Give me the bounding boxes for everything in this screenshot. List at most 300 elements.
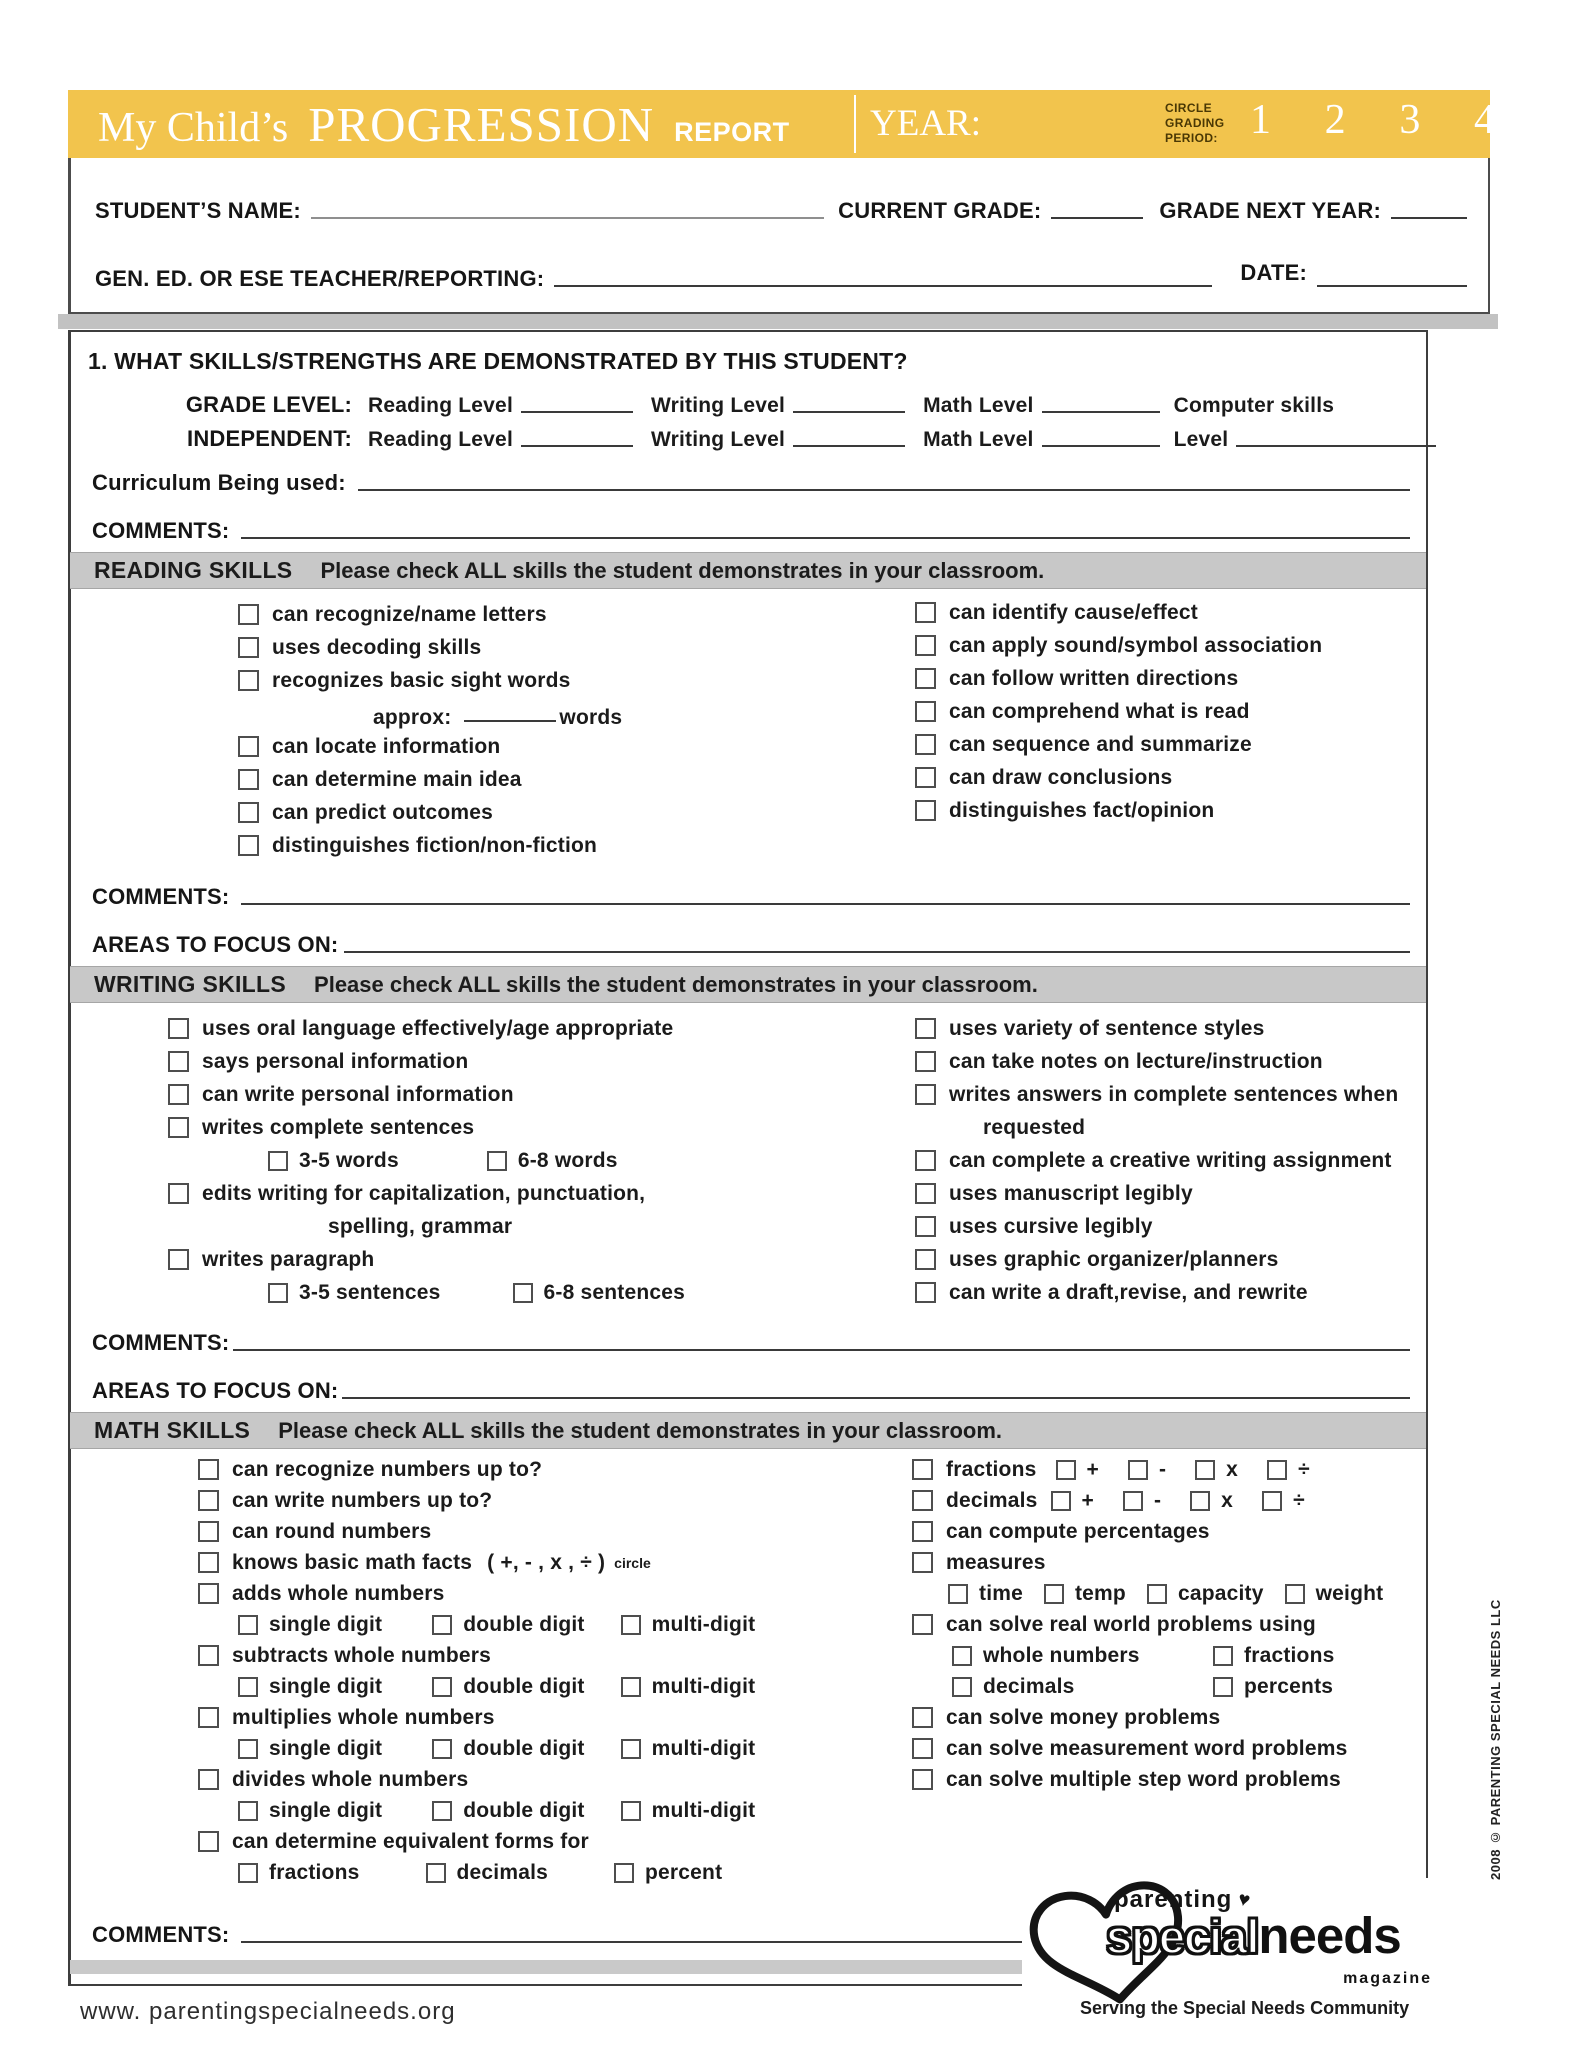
checkbox[interactable] — [915, 1183, 936, 1204]
grade-writing-line[interactable] — [793, 411, 905, 413]
checkbox[interactable] — [168, 1084, 189, 1105]
op-item — [1123, 1489, 1161, 1513]
checkbox[interactable] — [432, 1801, 452, 1821]
checkbox[interactable] — [915, 800, 936, 821]
math-level-label: Math Level — [923, 394, 1034, 417]
copyright-text: 2008 © PARENTING SPECIAL NEEDS LLC — [1488, 1599, 1503, 1880]
sub-item — [238, 1613, 382, 1637]
grade-reading-line[interactable] — [521, 411, 633, 413]
areas-line-1[interactable] — [344, 951, 1410, 953]
checkbox[interactable] — [238, 1863, 258, 1883]
checklist-item — [915, 1144, 1435, 1177]
teacher-row — [95, 260, 1467, 292]
checklist-item — [915, 629, 1435, 662]
op-item — [1262, 1489, 1305, 1513]
op-item — [1056, 1458, 1099, 1482]
small-heart-icon: ♥ — [1236, 1887, 1253, 1912]
checklist-item — [198, 1454, 878, 1485]
checkbox[interactable] — [912, 1521, 933, 1542]
title-suffix: REPORT — [674, 117, 790, 147]
grade-math-line[interactable] — [1042, 411, 1160, 413]
grading-period-3[interactable]: 3 — [1399, 97, 1421, 143]
checkbox[interactable] — [915, 734, 936, 755]
sub-item — [952, 1675, 1200, 1699]
math-right-column — [912, 1454, 1442, 1795]
comments-line-4[interactable] — [241, 1941, 1022, 1943]
checkbox[interactable] — [198, 1707, 219, 1728]
item-label: multi-digit — [651, 1736, 756, 1760]
checkbox[interactable] — [915, 1216, 936, 1237]
checklist-item — [198, 1702, 878, 1733]
checklist-item — [168, 1012, 888, 1045]
item-label: can determine main idea — [272, 767, 522, 791]
checkbox[interactable] — [168, 1051, 189, 1072]
item-label: whole numbers — [983, 1643, 1140, 1667]
sub-item — [621, 1613, 756, 1637]
checkbox[interactable] — [1051, 1491, 1071, 1511]
op-label: ÷ — [1293, 1488, 1305, 1512]
measures-sub-row — [912, 1578, 1442, 1609]
checkbox[interactable] — [621, 1615, 641, 1635]
magazine-logo — [1022, 1878, 1442, 2036]
sub-item — [948, 1582, 1023, 1606]
next-year-label: GRADE NEXT YEAR: — [1159, 198, 1381, 223]
writing-comments-row — [92, 1330, 1410, 1356]
item-label: can take notes on lecture/instruction — [949, 1049, 1323, 1073]
checklist-item — [915, 1045, 1435, 1078]
areas-line-2[interactable] — [342, 1397, 1410, 1399]
areas-label-2: AREAS TO FOCUS ON: — [92, 1378, 339, 1403]
checklist-item — [198, 1516, 878, 1547]
sub-item — [238, 1799, 382, 1823]
writing-skills-instruction: Please check ALL skills the student demonstrates in your classroom. — [314, 971, 1038, 997]
item-label: can write personal information — [202, 1082, 514, 1106]
grade-level-label: GRADE LEVEL: — [185, 392, 352, 417]
reading-skills-bar — [70, 552, 1426, 589]
item-label: divides whole numbers — [232, 1767, 469, 1791]
current-grade-line[interactable] — [1051, 217, 1143, 219]
report-title — [98, 96, 790, 153]
math-facts-item — [198, 1547, 878, 1578]
item-label: writes paragraph — [202, 1247, 375, 1271]
sub-item — [513, 1281, 686, 1305]
teacher-line[interactable] — [554, 285, 1212, 287]
checklist-item — [168, 1243, 888, 1276]
item-label: 3-5 words — [299, 1148, 399, 1172]
checkbox[interactable] — [238, 1615, 258, 1635]
checkbox[interactable] — [1285, 1584, 1305, 1604]
item-label: percents — [1244, 1674, 1334, 1698]
checklist-item — [238, 796, 888, 829]
title-main: PROGRESSION — [308, 97, 655, 152]
item-label: can identify cause/effect — [949, 600, 1198, 624]
reading-areas-row — [92, 932, 1410, 958]
checkbox[interactable] — [1267, 1460, 1287, 1480]
logo-tagline: Serving the Special Needs Community — [1080, 1998, 1410, 2018]
item-label: can solve multiple step word problems — [946, 1767, 1341, 1791]
section-divider — [58, 314, 1498, 329]
checkbox[interactable] — [168, 1018, 189, 1039]
checkbox[interactable] — [1262, 1491, 1282, 1511]
checkbox[interactable] — [912, 1490, 933, 1511]
checkbox[interactable] — [198, 1645, 219, 1666]
checkbox[interactable] — [238, 1801, 258, 1821]
checkbox[interactable] — [268, 1283, 288, 1303]
checkbox[interactable] — [915, 1282, 936, 1303]
comments-line-2[interactable] — [241, 903, 1410, 905]
checkbox[interactable] — [198, 1521, 219, 1542]
student-name-row — [95, 198, 1467, 224]
item-label: fractions — [269, 1860, 360, 1884]
checkbox[interactable] — [1056, 1460, 1076, 1480]
checkbox[interactable] — [238, 1739, 258, 1759]
checkbox[interactable] — [168, 1117, 189, 1138]
computer-level-line[interactable] — [1236, 445, 1436, 447]
sub-item — [268, 1281, 441, 1305]
approx-line[interactable] — [464, 720, 556, 722]
item-label: writes answers in complete sentences when — [949, 1082, 1399, 1106]
reading-level-label: Reading Level — [368, 394, 513, 417]
checkbox[interactable] — [238, 835, 259, 856]
item-label: decimals — [983, 1674, 1075, 1698]
checkbox[interactable] — [912, 1738, 933, 1759]
item-label: subtracts whole numbers — [232, 1643, 491, 1667]
logo-special-text: special — [1106, 1910, 1259, 1963]
reading-skills-title: READING SKILLS — [94, 557, 293, 583]
checkbox[interactable] — [915, 602, 936, 623]
student-info-section — [68, 158, 1490, 314]
checklist-item — [238, 763, 888, 796]
item-label: 6-8 words — [517, 1148, 618, 1172]
digit-sub-row — [198, 1795, 878, 1826]
sub-item — [1147, 1582, 1264, 1606]
sub-item — [432, 1799, 584, 1823]
student-name-line[interactable] — [311, 217, 824, 219]
op-item — [1195, 1458, 1238, 1482]
op-label: + — [1081, 1488, 1094, 1512]
checklist-item — [912, 1702, 1442, 1733]
checklist-item — [912, 1516, 1442, 1547]
item-label: requested — [983, 1115, 1086, 1139]
sub-item — [1044, 1582, 1126, 1606]
item-label: capacity — [1177, 1581, 1264, 1605]
checkbox[interactable] — [912, 1614, 933, 1635]
reading-left-column — [238, 598, 888, 862]
curriculum-line[interactable] — [358, 489, 1410, 491]
item-label: double digit — [463, 1674, 585, 1698]
checkbox[interactable] — [238, 670, 259, 691]
checklist-item — [198, 1578, 878, 1609]
sub-item — [432, 1737, 584, 1761]
checkbox[interactable] — [1213, 1677, 1233, 1697]
sub-item — [238, 1861, 360, 1885]
realworld-sub-row — [912, 1640, 1442, 1671]
checkbox[interactable] — [432, 1739, 452, 1759]
checklist-item — [915, 662, 1435, 695]
writing-right-column — [915, 1012, 1435, 1309]
checkbox[interactable] — [915, 1051, 936, 1072]
curriculum-row — [92, 470, 1410, 496]
checkbox[interactable] — [168, 1249, 189, 1270]
item-label: edits writing for capitalization, punctuation, — [202, 1181, 646, 1205]
item-label: decimals — [946, 1488, 1038, 1512]
checkbox[interactable] — [915, 668, 936, 689]
checkbox[interactable] — [915, 1249, 936, 1270]
checkbox[interactable] — [198, 1831, 219, 1852]
comments-label-2: COMMENTS: — [92, 884, 230, 909]
item-label: uses cursive legibly — [949, 1214, 1153, 1238]
checkbox[interactable] — [952, 1677, 972, 1697]
logo-magazine-text: magazine — [1343, 1970, 1432, 1987]
report-header — [68, 90, 1495, 158]
reading-skills-instruction: Please check ALL skills the student demonstrates in your classroom. — [320, 557, 1045, 583]
item-label: double digit — [463, 1798, 585, 1822]
checklist-item — [912, 1547, 1442, 1578]
curriculum-label: Curriculum Being used: — [92, 470, 346, 495]
item-label: fractions — [1244, 1643, 1335, 1667]
checkbox[interactable] — [915, 767, 936, 788]
checkbox[interactable] — [912, 1459, 933, 1480]
grading-period-1[interactable]: 1 — [1250, 97, 1271, 143]
item-label: can sequence and summarize — [949, 732, 1252, 756]
item-label: uses variety of sentence styles — [949, 1016, 1265, 1040]
checkbox[interactable] — [915, 1084, 936, 1105]
checkbox[interactable] — [621, 1677, 641, 1697]
sub-item — [268, 1149, 399, 1173]
item-label: can round numbers — [232, 1519, 432, 1543]
item-label: can predict outcomes — [272, 800, 494, 824]
item-label: can write numbers up to? — [232, 1488, 493, 1512]
grading-period-4[interactable]: 4 — [1473, 97, 1495, 143]
current-grade-label: CURRENT GRADE: — [838, 198, 1042, 223]
grading-period-2[interactable]: 2 — [1324, 97, 1346, 143]
checklist-item — [915, 1177, 1435, 1210]
header-divider — [854, 95, 856, 153]
item-label: uses oral language effectively/age appropriate — [202, 1016, 674, 1040]
checkbox[interactable] — [1044, 1584, 1064, 1604]
checkbox[interactable] — [198, 1490, 219, 1511]
comments-line-1[interactable] — [241, 537, 1410, 539]
checklist-item — [238, 631, 888, 664]
checkbox[interactable] — [238, 637, 259, 658]
checklist-item — [915, 695, 1435, 728]
teacher-label: GEN. ED. OR ESE TEACHER/REPORTING: — [95, 266, 545, 291]
item-label: can locate information — [272, 734, 501, 758]
checkbox[interactable] — [1123, 1491, 1143, 1511]
item-label: time — [979, 1581, 1023, 1605]
checkbox[interactable] — [198, 1769, 219, 1790]
next-year-line[interactable] — [1391, 217, 1467, 219]
item-label: can solve real world problems using — [946, 1612, 1316, 1636]
checklist-item — [915, 596, 1435, 629]
title-prefix: My Child’s — [98, 105, 289, 151]
section1-heading: 1. WHAT SKILLS/STRENGTHS ARE DEMONSTRATED BY THIS STUDENT? — [88, 348, 908, 374]
item-label: 3-5 sentences — [299, 1280, 441, 1304]
op-label: - — [1153, 1488, 1162, 1512]
op-item — [1051, 1489, 1094, 1513]
grading-line2: GRADING — [1165, 116, 1225, 130]
sub-item — [487, 1149, 618, 1173]
sub-item — [952, 1644, 1200, 1668]
checkbox[interactable] — [198, 1459, 219, 1480]
item-label: multi-digit — [651, 1798, 756, 1822]
website-url[interactable]: www. parentingspecialneeds.org — [80, 1998, 456, 2025]
item-label: weight — [1315, 1581, 1384, 1605]
checklist-item — [915, 1243, 1435, 1276]
indep-writing-line[interactable] — [793, 445, 905, 447]
checklist-item — [198, 1826, 878, 1857]
checkbox[interactable] — [238, 769, 259, 790]
writing-skills-title: WRITING SKILLS — [94, 971, 287, 997]
item-label: multi-digit — [651, 1612, 756, 1636]
circle-note: circle — [614, 1554, 651, 1571]
checkbox[interactable] — [168, 1183, 189, 1204]
checklist-item — [915, 1012, 1435, 1045]
checkbox[interactable] — [432, 1677, 452, 1697]
checklist-item — [238, 730, 888, 763]
item-label: spelling, grammar — [328, 1214, 513, 1238]
item-label: double digit — [463, 1736, 585, 1760]
checkbox[interactable] — [487, 1151, 507, 1171]
checkbox[interactable] — [238, 736, 259, 757]
checklist-item — [238, 598, 888, 631]
checkbox[interactable] — [915, 1150, 936, 1171]
checkbox[interactable] — [915, 1018, 936, 1039]
reading-level-label2: Reading Level — [368, 428, 513, 451]
realworld-sub-row — [912, 1671, 1442, 1702]
checkbox[interactable] — [614, 1863, 634, 1883]
item-label: adds whole numbers — [232, 1581, 445, 1605]
item-label: distinguishes fact/opinion — [949, 798, 1215, 822]
checkbox[interactable] — [915, 635, 936, 656]
writing-left-column — [168, 1012, 888, 1309]
sub-item — [238, 1737, 382, 1761]
checklist-item — [198, 1764, 878, 1795]
fractions-ops-row — [912, 1454, 1442, 1485]
checklist-item — [915, 761, 1435, 794]
checkbox[interactable] — [1213, 1646, 1233, 1666]
checklist-item — [912, 1733, 1442, 1764]
indep-reading-line[interactable] — [521, 445, 633, 447]
item-label: uses decoding skills — [272, 635, 482, 659]
checkbox[interactable] — [238, 1677, 258, 1697]
approx-suffix: words — [559, 706, 623, 729]
item-label: can comprehend what is read — [949, 699, 1250, 723]
math-comments-row — [92, 1922, 1022, 1948]
checkbox[interactable] — [952, 1646, 972, 1666]
checkbox[interactable] — [621, 1801, 641, 1821]
sub-item — [432, 1613, 584, 1637]
writing-areas-row — [92, 1378, 1410, 1404]
item-label: recognizes basic sight words — [272, 668, 571, 692]
checkbox[interactable] — [1147, 1584, 1167, 1604]
continuation-row — [168, 1210, 888, 1243]
item-label: can complete a creative writing assignment — [949, 1148, 1392, 1172]
item-label: can solve measurement word problems — [946, 1736, 1348, 1760]
computer-skills-label: Computer skills — [1173, 394, 1335, 417]
checkbox[interactable] — [198, 1583, 219, 1604]
decimals-ops-row — [912, 1485, 1442, 1516]
areas-label-1: AREAS TO FOCUS ON: — [92, 932, 339, 957]
date-line[interactable] — [1317, 285, 1467, 287]
op-label: + — [1086, 1457, 1099, 1481]
item-label: single digit — [269, 1798, 383, 1822]
item-label: multi-digit — [651, 1674, 756, 1698]
item-label: multiplies whole numbers — [232, 1705, 495, 1729]
item-label: measures — [946, 1550, 1046, 1574]
item-label: decimals — [456, 1860, 548, 1884]
writing-level-label2: Writing Level — [650, 428, 786, 451]
grading-line1: CIRCLE — [1165, 101, 1213, 115]
item-label: can solve money problems — [946, 1705, 1221, 1729]
checkbox[interactable] — [432, 1615, 452, 1635]
grading-line3: PERIOD: — [1165, 131, 1218, 145]
sub-item — [621, 1799, 756, 1823]
checkbox[interactable] — [238, 604, 259, 625]
checklist-item — [912, 1609, 1442, 1640]
item-label: says personal information — [202, 1049, 469, 1073]
grading-period-label — [1165, 101, 1224, 146]
item-label: can recognize/name letters — [272, 602, 547, 626]
checkbox[interactable] — [912, 1707, 933, 1728]
checklist-item — [238, 829, 888, 862]
checkbox[interactable] — [915, 701, 936, 722]
op-item — [1267, 1458, 1310, 1482]
checkbox[interactable] — [268, 1151, 288, 1171]
checkbox[interactable] — [198, 1552, 219, 1573]
item-label: uses graphic organizer/planners — [949, 1247, 1279, 1271]
checkbox[interactable] — [912, 1769, 933, 1790]
checkbox[interactable] — [912, 1552, 933, 1573]
comments-label-4: COMMENTS: — [92, 1922, 230, 1947]
sub-item — [426, 1861, 549, 1885]
logo-parenting-text: parenting — [1114, 1886, 1233, 1913]
indep-math-line[interactable] — [1042, 445, 1160, 447]
checkbox[interactable] — [948, 1584, 968, 1604]
math-facts-operators: ( +, - , x , ÷ ) — [487, 1550, 606, 1574]
item-label: fractions — [946, 1457, 1037, 1481]
independent-label: INDEPENDENT: — [187, 426, 352, 451]
digit-sub-row — [198, 1671, 878, 1702]
item-label: 6-8 sentences — [543, 1280, 686, 1304]
item-label: can follow written directions — [949, 666, 1239, 690]
checkbox[interactable] — [1195, 1460, 1215, 1480]
computer-level-label: Level — [1173, 428, 1229, 451]
checklist-item — [168, 1177, 888, 1210]
checkbox[interactable] — [1128, 1460, 1148, 1480]
op-item — [1190, 1489, 1233, 1513]
checkbox[interactable] — [621, 1739, 641, 1759]
sub-item — [621, 1675, 756, 1699]
checkbox[interactable] — [238, 802, 259, 823]
item-label: double digit — [463, 1612, 585, 1636]
checkbox[interactable] — [1190, 1491, 1210, 1511]
checklist-item — [915, 728, 1435, 761]
comments-line-3[interactable] — [233, 1349, 1410, 1351]
item-label: knows basic math facts — [232, 1550, 473, 1574]
student-name-label: STUDENT’S NAME: — [95, 198, 301, 223]
checkbox[interactable] — [426, 1863, 446, 1883]
comments-label-1: COMMENTS: — [92, 518, 230, 543]
sub-item — [1213, 1675, 1333, 1699]
checklist-item — [168, 1111, 888, 1144]
item-label: can apply sound/symbol association — [949, 633, 1323, 657]
equivalent-sub-row — [198, 1857, 878, 1888]
item-label: single digit — [269, 1736, 383, 1760]
checkbox[interactable] — [513, 1283, 533, 1303]
op-label: - — [1158, 1457, 1167, 1481]
approx-label: approx: — [373, 706, 452, 729]
